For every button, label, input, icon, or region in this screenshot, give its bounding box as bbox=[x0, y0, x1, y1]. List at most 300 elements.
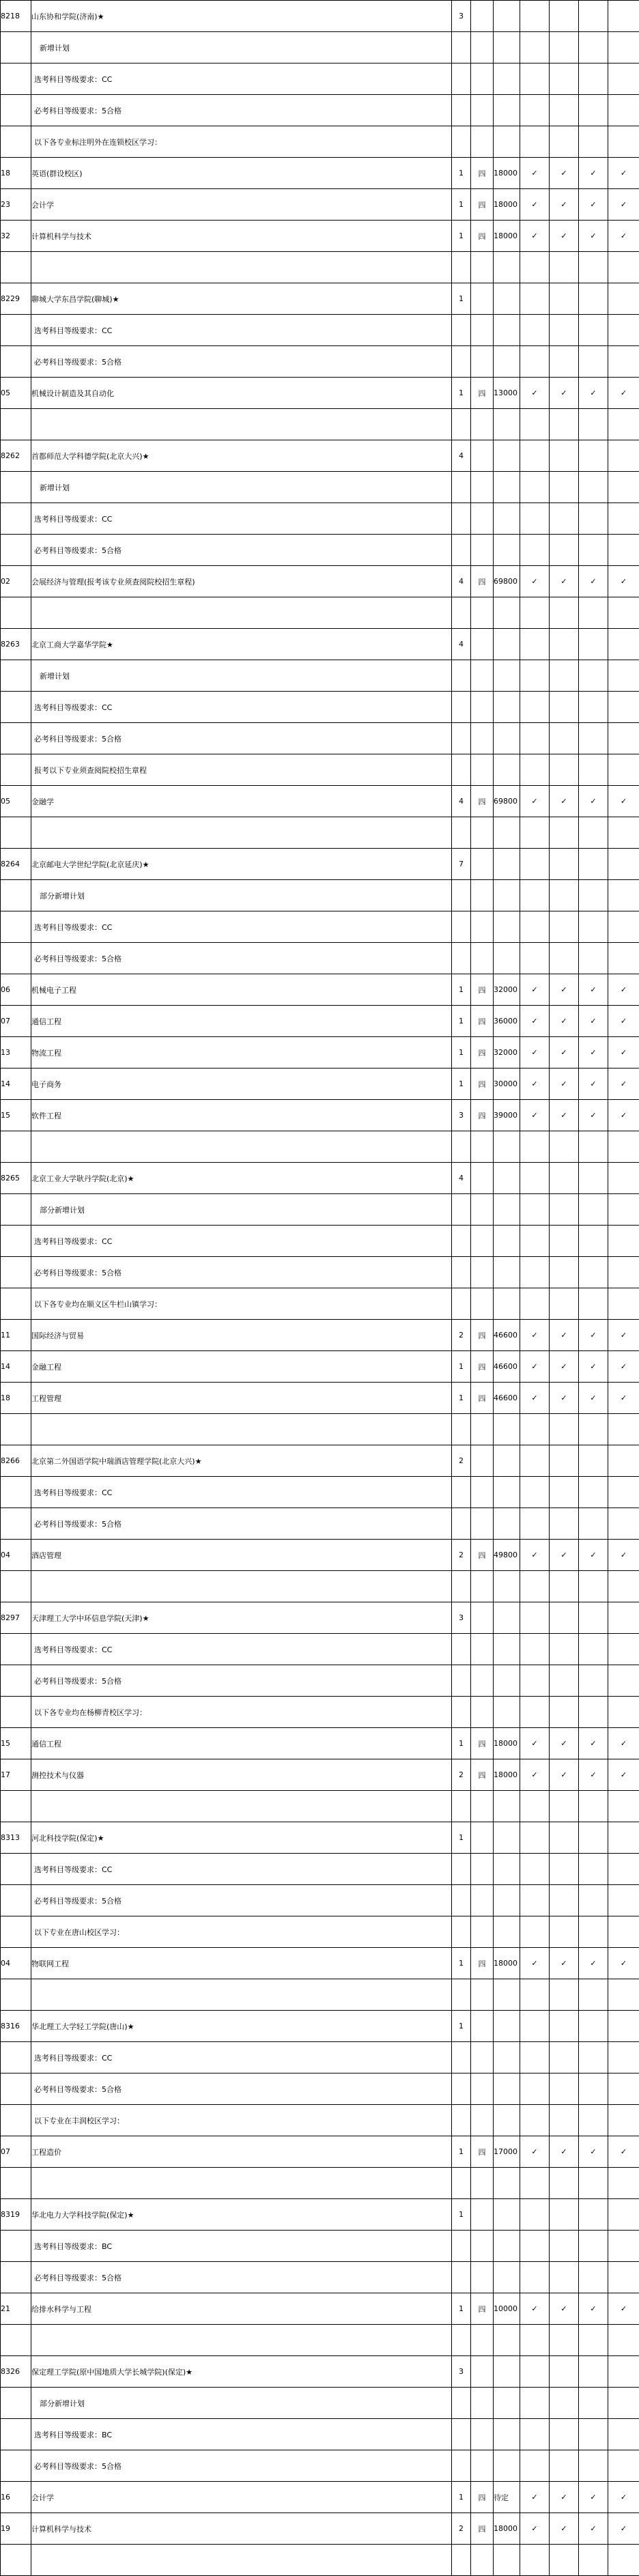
school-code: 8265 bbox=[1, 1163, 31, 1194]
major-fee: 18000 bbox=[494, 1759, 520, 1791]
check-mark: ✓ bbox=[520, 2513, 550, 2545]
major-name: 会计学 bbox=[31, 189, 452, 221]
major-row bbox=[1, 158, 639, 189]
check-mark: ✓ bbox=[550, 1037, 579, 1068]
empty-cell bbox=[550, 849, 579, 880]
separator-row bbox=[1, 1979, 639, 2011]
empty-cell bbox=[550, 880, 579, 911]
empty-cell bbox=[471, 1445, 494, 1477]
major-name: 会展经济与管理(报考该专业须查阅院校招生章程) bbox=[31, 566, 452, 597]
empty-cell bbox=[579, 2356, 608, 2388]
empty-cell bbox=[520, 1916, 550, 1948]
empty-cell bbox=[520, 2011, 550, 2042]
empty-cell bbox=[452, 1916, 471, 1948]
empty-cell bbox=[1, 1916, 31, 1948]
empty-cell bbox=[1, 95, 31, 126]
empty-cell bbox=[550, 1602, 579, 1634]
major-name: 英语(群设校区) bbox=[31, 158, 452, 189]
empty-cell bbox=[550, 126, 579, 158]
note-text: 以下各专业标注明外在连锁校区学习： bbox=[31, 126, 452, 158]
empty-cell bbox=[608, 2388, 639, 2419]
empty-cell bbox=[452, 1226, 471, 1257]
empty-cell bbox=[608, 911, 639, 943]
major-years: 四 bbox=[471, 2293, 494, 2325]
empty-cell bbox=[520, 2073, 550, 2105]
major-row bbox=[1, 1383, 639, 1414]
empty-cell bbox=[1, 943, 31, 974]
note-text: 选考科目等级要求：CC bbox=[31, 2042, 452, 2073]
empty-cell bbox=[1, 1854, 31, 1885]
empty-cell bbox=[494, 346, 520, 378]
major-row bbox=[1, 2482, 639, 2513]
check-mark: ✓ bbox=[608, 1728, 639, 1759]
empty-cell bbox=[494, 2419, 520, 2450]
empty-cell bbox=[579, 2450, 608, 2482]
check-mark: ✓ bbox=[579, 1728, 608, 1759]
school-name: 北京工业大学耿丹学院(北京)★ bbox=[31, 1163, 452, 1194]
empty-cell bbox=[608, 692, 639, 723]
major-code: 02 bbox=[1, 566, 31, 597]
empty-cell bbox=[452, 2388, 471, 2419]
empty-cell bbox=[1, 32, 31, 63]
empty-cell bbox=[579, 692, 608, 723]
empty-cell bbox=[579, 2042, 608, 2073]
major-count: 3 bbox=[452, 1100, 471, 1131]
empty-cell bbox=[520, 1477, 550, 1508]
empty-cell bbox=[494, 1194, 520, 1226]
empty-cell bbox=[520, 2356, 550, 2388]
empty-cell bbox=[1, 1979, 31, 2011]
empty-cell bbox=[471, 1, 494, 32]
check-mark: ✓ bbox=[608, 1759, 639, 1791]
check-mark: ✓ bbox=[550, 974, 579, 1006]
empty-cell bbox=[471, 1791, 494, 1822]
check-mark: ✓ bbox=[579, 1037, 608, 1068]
empty-cell bbox=[608, 629, 639, 660]
note-text: 以下专业在丰润校区学习： bbox=[31, 2105, 452, 2136]
empty-cell bbox=[494, 315, 520, 346]
check-mark: ✓ bbox=[520, 1383, 550, 1414]
check-mark: ✓ bbox=[608, 1320, 639, 1351]
empty-cell bbox=[494, 943, 520, 974]
empty-cell bbox=[494, 1163, 520, 1194]
note-row bbox=[1, 911, 639, 943]
major-count: 1 bbox=[452, 1006, 471, 1037]
major-code: 11 bbox=[1, 1320, 31, 1351]
empty-cell bbox=[452, 1257, 471, 1288]
empty-cell bbox=[520, 1257, 550, 1288]
empty-cell bbox=[579, 32, 608, 63]
empty-cell bbox=[550, 2545, 579, 2576]
empty-cell bbox=[1, 472, 31, 503]
empty-cell bbox=[1, 1665, 31, 1697]
empty-cell bbox=[471, 1697, 494, 1728]
empty-cell bbox=[494, 1697, 520, 1728]
note-text: 部分新增计划 bbox=[31, 880, 452, 911]
major-code: 18 bbox=[1, 1383, 31, 1414]
empty-cell bbox=[608, 1979, 639, 2011]
empty-cell bbox=[579, 1, 608, 32]
check-mark: ✓ bbox=[579, 1948, 608, 1979]
empty-cell bbox=[550, 2073, 579, 2105]
school-code: 8262 bbox=[1, 440, 31, 472]
separator-row bbox=[1, 1791, 639, 1822]
school-name: 河北科技学院(保定)★ bbox=[31, 1822, 452, 1854]
empty-cell bbox=[1, 880, 31, 911]
check-mark: ✓ bbox=[579, 2136, 608, 2168]
empty-cell bbox=[471, 2105, 494, 2136]
empty-cell bbox=[520, 2325, 550, 2356]
note-row bbox=[1, 1477, 639, 1508]
note-row bbox=[1, 346, 639, 378]
note-row bbox=[1, 1257, 639, 1288]
empty-cell bbox=[494, 1979, 520, 2011]
empty-cell bbox=[608, 2011, 639, 2042]
note-text: 必考科目等级要求：5合格 bbox=[31, 1508, 452, 1540]
empty-cell bbox=[520, 315, 550, 346]
empty-cell bbox=[494, 2356, 520, 2388]
empty-cell bbox=[579, 126, 608, 158]
empty-cell bbox=[471, 1916, 494, 1948]
empty-cell bbox=[471, 2450, 494, 2482]
major-years: 四 bbox=[471, 1540, 494, 1571]
empty-cell bbox=[579, 503, 608, 535]
empty-cell bbox=[608, 2545, 639, 2576]
empty-cell bbox=[494, 629, 520, 660]
check-mark: ✓ bbox=[579, 786, 608, 817]
empty-cell bbox=[550, 1791, 579, 1822]
note-text: 选考科目等级要求：CC bbox=[31, 911, 452, 943]
empty-cell bbox=[471, 911, 494, 943]
empty-cell bbox=[1, 1131, 31, 1163]
empty-cell bbox=[1, 252, 31, 283]
major-name: 给排水科学与工程 bbox=[31, 2293, 452, 2325]
empty-cell bbox=[520, 535, 550, 566]
major-code: 04 bbox=[1, 1540, 31, 1571]
empty-cell bbox=[452, 315, 471, 346]
note-text: 必考科目等级要求：5合格 bbox=[31, 2450, 452, 2482]
empty-cell bbox=[1, 660, 31, 692]
empty-cell bbox=[471, 2419, 494, 2450]
empty-cell bbox=[494, 723, 520, 754]
note-text: 必考科目等级要求：5合格 bbox=[31, 1885, 452, 1916]
empty-cell bbox=[608, 1131, 639, 1163]
empty-cell bbox=[550, 1194, 579, 1226]
empty-cell bbox=[550, 1571, 579, 1602]
empty-cell bbox=[471, 754, 494, 786]
empty-cell bbox=[520, 2388, 550, 2419]
empty-cell bbox=[608, 503, 639, 535]
empty-cell bbox=[1, 63, 31, 95]
check-mark: ✓ bbox=[550, 1006, 579, 1037]
empty-cell bbox=[520, 2168, 550, 2199]
major-fee: 69800 bbox=[494, 786, 520, 817]
check-mark: ✓ bbox=[520, 1759, 550, 1791]
empty-cell bbox=[494, 2325, 520, 2356]
empty-cell bbox=[550, 1854, 579, 1885]
empty-cell bbox=[452, 943, 471, 974]
empty-cell bbox=[1, 535, 31, 566]
empty-cell bbox=[452, 32, 471, 63]
school-code: 8316 bbox=[1, 2011, 31, 2042]
empty-cell bbox=[471, 472, 494, 503]
empty-cell bbox=[494, 1854, 520, 1885]
empty-cell bbox=[608, 2073, 639, 2105]
check-mark: ✓ bbox=[520, 1948, 550, 1979]
empty-cell bbox=[1, 126, 31, 158]
check-mark: ✓ bbox=[550, 1540, 579, 1571]
note-row bbox=[1, 1697, 639, 1728]
check-mark: ✓ bbox=[608, 786, 639, 817]
empty-cell bbox=[452, 63, 471, 95]
empty-cell bbox=[550, 2325, 579, 2356]
empty-cell bbox=[31, 1791, 452, 1822]
empty-cell bbox=[550, 2388, 579, 2419]
empty-cell bbox=[579, 2419, 608, 2450]
empty-cell bbox=[520, 2199, 550, 2231]
empty-cell bbox=[494, 597, 520, 629]
empty-cell bbox=[520, 1602, 550, 1634]
empty-cell bbox=[494, 440, 520, 472]
major-years: 四 bbox=[471, 2513, 494, 2545]
empty-cell bbox=[579, 95, 608, 126]
major-code: 14 bbox=[1, 1068, 31, 1100]
note-row bbox=[1, 472, 639, 503]
empty-cell bbox=[579, 911, 608, 943]
empty-cell bbox=[494, 1885, 520, 1916]
empty-cell bbox=[494, 692, 520, 723]
empty-cell bbox=[1, 911, 31, 943]
empty-cell bbox=[608, 32, 639, 63]
school-name: 天津理工大学中环信息学院(天津)★ bbox=[31, 1602, 452, 1634]
note-row bbox=[1, 503, 639, 535]
note-row bbox=[1, 2073, 639, 2105]
note-row bbox=[1, 754, 639, 786]
empty-cell bbox=[579, 1634, 608, 1665]
empty-cell bbox=[494, 1508, 520, 1540]
school-row bbox=[1, 849, 639, 880]
school-code: 8313 bbox=[1, 1822, 31, 1854]
check-mark: ✓ bbox=[520, 189, 550, 221]
empty-cell bbox=[471, 283, 494, 315]
check-mark: ✓ bbox=[520, 2293, 550, 2325]
check-mark: ✓ bbox=[608, 378, 639, 409]
major-row bbox=[1, 221, 639, 252]
school-row bbox=[1, 1822, 639, 1854]
empty-cell bbox=[520, 1226, 550, 1257]
check-mark: ✓ bbox=[520, 221, 550, 252]
empty-cell bbox=[550, 2042, 579, 2073]
empty-cell bbox=[31, 597, 452, 629]
major-fee: 32000 bbox=[494, 1037, 520, 1068]
major-count: 2 bbox=[452, 1540, 471, 1571]
empty-cell bbox=[608, 283, 639, 315]
check-mark: ✓ bbox=[608, 2513, 639, 2545]
empty-cell bbox=[608, 660, 639, 692]
empty-cell bbox=[608, 1665, 639, 1697]
empty-cell bbox=[452, 597, 471, 629]
empty-cell bbox=[452, 2105, 471, 2136]
major-years: 四 bbox=[471, 1006, 494, 1037]
empty-cell bbox=[608, 440, 639, 472]
major-count: 2 bbox=[452, 1320, 471, 1351]
empty-cell bbox=[471, 943, 494, 974]
check-mark: ✓ bbox=[608, 1037, 639, 1068]
empty-cell bbox=[494, 2168, 520, 2199]
empty-cell bbox=[579, 597, 608, 629]
empty-cell bbox=[579, 817, 608, 849]
school-code: 8266 bbox=[1, 1445, 31, 1477]
empty-cell bbox=[1, 754, 31, 786]
check-mark: ✓ bbox=[579, 221, 608, 252]
empty-cell bbox=[471, 1226, 494, 1257]
empty-cell bbox=[520, 754, 550, 786]
empty-cell bbox=[1, 2545, 31, 2576]
empty-cell bbox=[494, 2011, 520, 2042]
empty-cell bbox=[471, 597, 494, 629]
empty-cell bbox=[471, 2199, 494, 2231]
note-row bbox=[1, 692, 639, 723]
major-name: 电子商务 bbox=[31, 1068, 452, 1100]
major-years: 四 bbox=[471, 1948, 494, 1979]
empty-cell bbox=[608, 1854, 639, 1885]
check-mark: ✓ bbox=[579, 2482, 608, 2513]
empty-cell bbox=[520, 2545, 550, 2576]
major-code: 15 bbox=[1, 1100, 31, 1131]
empty-cell bbox=[579, 1131, 608, 1163]
empty-cell bbox=[452, 252, 471, 283]
major-name: 通信工程 bbox=[31, 1006, 452, 1037]
major-name: 机械电子工程 bbox=[31, 974, 452, 1006]
empty-cell bbox=[520, 440, 550, 472]
school-name: 山东协和学院(济南)★ bbox=[31, 1, 452, 32]
empty-cell bbox=[471, 535, 494, 566]
empty-cell bbox=[550, 943, 579, 974]
empty-cell bbox=[550, 1257, 579, 1288]
empty-cell bbox=[550, 1445, 579, 1477]
empty-cell bbox=[550, 32, 579, 63]
empty-cell bbox=[520, 1414, 550, 1445]
school-name: 首都师范大学科德学院(北京大兴)★ bbox=[31, 440, 452, 472]
empty-cell bbox=[608, 472, 639, 503]
major-row bbox=[1, 1068, 639, 1100]
empty-cell bbox=[452, 1665, 471, 1697]
school-name: 华北电力大学科技学院(保定)★ bbox=[31, 2199, 452, 2231]
empty-cell bbox=[452, 2168, 471, 2199]
note-row bbox=[1, 1194, 639, 1226]
empty-cell bbox=[579, 943, 608, 974]
note-row bbox=[1, 2262, 639, 2293]
check-mark: ✓ bbox=[608, 1948, 639, 1979]
check-mark: ✓ bbox=[608, 189, 639, 221]
empty-cell bbox=[494, 1477, 520, 1508]
check-mark: ✓ bbox=[579, 158, 608, 189]
check-mark: ✓ bbox=[579, 378, 608, 409]
major-fee: 18000 bbox=[494, 1728, 520, 1759]
empty-cell bbox=[520, 1854, 550, 1885]
empty-cell bbox=[608, 1885, 639, 1916]
note-row bbox=[1, 2388, 639, 2419]
empty-cell bbox=[520, 346, 550, 378]
check-mark: ✓ bbox=[579, 1068, 608, 1100]
empty-cell bbox=[579, 849, 608, 880]
empty-cell bbox=[494, 1791, 520, 1822]
empty-cell bbox=[520, 1822, 550, 1854]
empty-cell bbox=[579, 1226, 608, 1257]
empty-cell bbox=[579, 1854, 608, 1885]
empty-cell bbox=[31, 817, 452, 849]
major-code: 23 bbox=[1, 189, 31, 221]
empty-cell bbox=[452, 2325, 471, 2356]
empty-cell bbox=[471, 1885, 494, 1916]
note-text: 选考科目等级要求：CC bbox=[31, 1854, 452, 1885]
major-fee: 18000 bbox=[494, 158, 520, 189]
note-row bbox=[1, 2450, 639, 2482]
empty-cell bbox=[550, 2450, 579, 2482]
empty-cell bbox=[1, 1885, 31, 1916]
empty-cell bbox=[452, 95, 471, 126]
empty-cell bbox=[579, 63, 608, 95]
major-count: 1 bbox=[452, 1037, 471, 1068]
check-mark: ✓ bbox=[579, 1351, 608, 1383]
note-text: 选考科目等级要求：BC bbox=[31, 2231, 452, 2262]
major-row bbox=[1, 378, 639, 409]
check-mark: ✓ bbox=[579, 2513, 608, 2545]
major-fee: 13000 bbox=[494, 378, 520, 409]
empty-cell bbox=[520, 1288, 550, 1320]
empty-cell bbox=[1, 1226, 31, 1257]
empty-cell bbox=[471, 692, 494, 723]
empty-cell bbox=[550, 1508, 579, 1540]
empty-cell bbox=[550, 1665, 579, 1697]
school-code: 8319 bbox=[1, 2199, 31, 2231]
empty-cell bbox=[471, 440, 494, 472]
note-row bbox=[1, 63, 639, 95]
check-mark: ✓ bbox=[550, 1383, 579, 1414]
empty-cell bbox=[608, 1477, 639, 1508]
major-fee: 69800 bbox=[494, 566, 520, 597]
empty-cell bbox=[520, 849, 550, 880]
empty-cell bbox=[579, 1602, 608, 1634]
empty-cell bbox=[1, 1571, 31, 1602]
empty-cell bbox=[608, 1288, 639, 1320]
empty-cell bbox=[471, 880, 494, 911]
empty-cell bbox=[608, 1602, 639, 1634]
empty-cell bbox=[471, 126, 494, 158]
empty-cell bbox=[471, 2545, 494, 2576]
empty-cell bbox=[520, 692, 550, 723]
empty-cell bbox=[1, 315, 31, 346]
check-mark: ✓ bbox=[520, 1540, 550, 1571]
empty-cell bbox=[550, 283, 579, 315]
major-row bbox=[1, 566, 639, 597]
empty-cell bbox=[1, 1634, 31, 1665]
empty-cell bbox=[550, 629, 579, 660]
empty-cell bbox=[494, 2545, 520, 2576]
school-row bbox=[1, 2199, 639, 2231]
school-count: 1 bbox=[452, 283, 471, 315]
empty-cell bbox=[608, 1226, 639, 1257]
school-count: 7 bbox=[452, 849, 471, 880]
empty-cell bbox=[520, 629, 550, 660]
note-text: 选考科目等级要求：BC bbox=[31, 2419, 452, 2450]
empty-cell bbox=[608, 943, 639, 974]
school-row bbox=[1, 1445, 639, 1477]
major-code: 19 bbox=[1, 2513, 31, 2545]
empty-cell bbox=[579, 2388, 608, 2419]
empty-cell bbox=[550, 2262, 579, 2293]
empty-cell bbox=[471, 1854, 494, 1885]
